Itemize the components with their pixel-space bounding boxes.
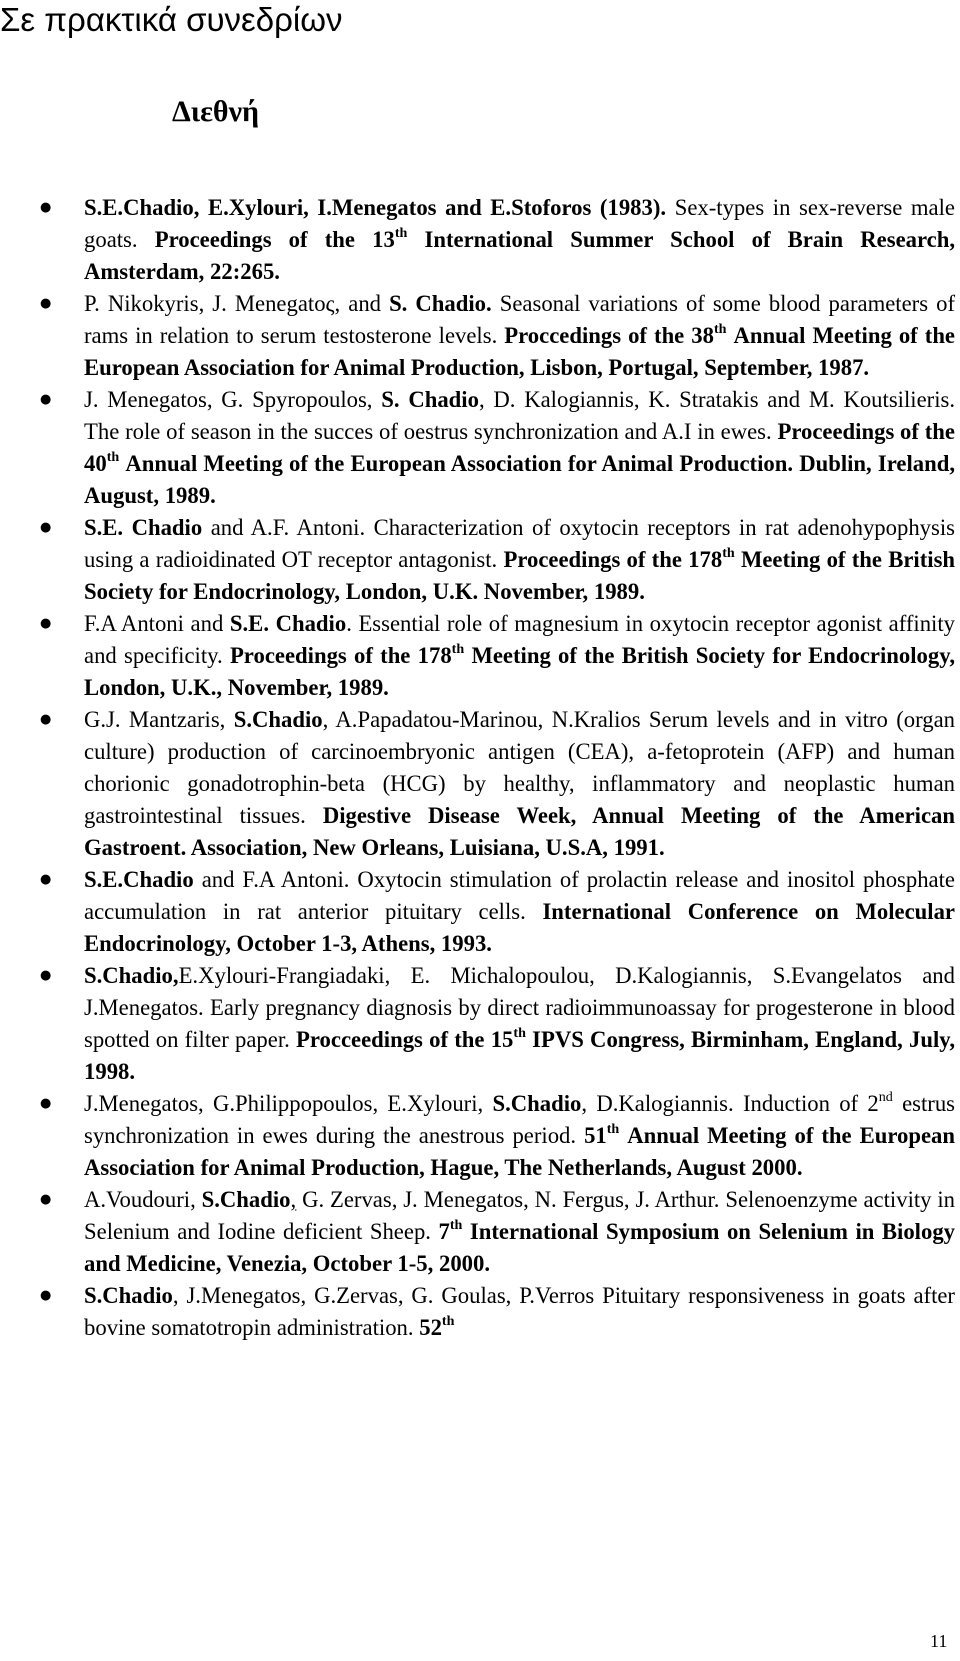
ref-authors: A.Voudouri,: [84, 1187, 196, 1212]
ref-venue: 52: [419, 1315, 442, 1340]
bullet-icon: ●: [40, 1096, 52, 1111]
ref-author-highlight: S.E. Chadio: [229, 611, 347, 636]
ref-title: The role of season in the succes of oestrus synchronization and A.I in ewes.: [84, 419, 772, 444]
ref-venue: Proceedings of the 178: [503, 547, 723, 572]
bullet-icon: ●: [40, 968, 52, 983]
ref-venue-superscript: th: [394, 225, 408, 242]
ref-venue: 51: [584, 1123, 607, 1148]
ref-authors: J.Menegatos, G.Philippopoulos, E.Xylouri,: [84, 1091, 484, 1116]
reference-list: [0, 192, 960, 1344]
ref-authors: , D.Kalogiannis.: [581, 1091, 734, 1116]
bullet-icon: ●: [40, 616, 52, 631]
bullet-icon: ●: [40, 712, 52, 727]
reference-item: [40, 288, 956, 384]
ref-venue: Proceedings of the 13: [154, 227, 395, 252]
reference-item: [40, 1184, 956, 1280]
ref-author-highlight: S. Chadio: [381, 387, 479, 412]
ref-venue-superscript: th: [441, 1313, 455, 1330]
ref-venue: Proccedings of the 38: [504, 323, 714, 348]
reference-item: [40, 960, 956, 1088]
ref-venue-superscript: th: [106, 449, 120, 466]
reference-item: [40, 1280, 955, 1344]
ref-title-superscript: nd: [878, 1089, 893, 1106]
reference-item: [40, 1088, 956, 1184]
ref-venue-superscript: th: [713, 321, 727, 338]
ref-author-highlight: S.Chadio: [201, 1187, 291, 1212]
ref-venue: International Summer School of Brain Research, Amsterdam, 22:265.: [84, 227, 956, 284]
ref-author-highlight: S.Chadio: [84, 1283, 173, 1308]
ref-author-highlight: S.Chadio: [233, 707, 323, 732]
ref-venue-superscript: th: [451, 641, 465, 658]
ref-author-separator: ,: [290, 1187, 297, 1212]
bullet-icon: ●: [40, 392, 52, 407]
reference-item: [40, 192, 956, 288]
ref-authors: and F.A Antoni.: [201, 867, 350, 892]
ref-title: Sex-types in sex-reverse male goats.: [84, 195, 956, 252]
ref-title: Early pregnancy diagnosis by direct radioimmunoassay for progesterone in blood spotted on filter paper.: [84, 995, 955, 1052]
bullet-icon: ●: [40, 1288, 52, 1303]
ref-venue: IPVS Congress, Birminham, England, July, 1998.: [84, 1027, 956, 1084]
ref-venue: Digestive Disease Week, Annual Meeting of the American Gastroent. Association, New Orleans, Luisiana, U.S.A, 1991.: [84, 803, 956, 860]
ref-venue: Meeting of the British Society for Endocrinology, London, U.K., November, 1989.: [84, 643, 955, 700]
ref-venue: 7: [438, 1219, 450, 1244]
ref-authors: P. Nikokyris, J. Menegatoς, and: [84, 291, 382, 316]
ref-authors: G. Zervas, J. Menegatos, N. Fergus, J. Arthur.: [302, 1187, 720, 1212]
reference-item: [40, 864, 955, 960]
ref-venue: Meeting of the British Society for Endocrinology, London, U.K. November, 1989.: [84, 547, 956, 604]
ref-title: Serum levels and in vitro (organ culture) production of carcinoembryonic antigen (CEA), a-fetoprotein (AFP) and human chorionic gonadotrophin-beta (HCG) by healthy, inflammatory and neoplastic human gastrointestinal tissues.: [84, 707, 955, 828]
ref-title: estrus synchronization in ewes during the anestrous period.: [84, 1091, 956, 1148]
ref-title: Oxytocin stimulation of prolactin release and inositol phosphate accumulation in rat anterior pituitary cells.: [84, 867, 955, 924]
ref-venue-superscript: th: [513, 1025, 526, 1042]
ref-authors: J. Menegatos, G. Spyropoulos,: [84, 387, 373, 412]
ref-venue: Annual Meeting of the European Association for Animal Production. Dublin, Ireland, August, 1989.: [84, 451, 955, 508]
ref-venue: Annual Meeting of the European Association for Animal Production, Hague, The Netherlands, August 2000.: [84, 1123, 955, 1180]
ref-venue-superscript: th: [449, 1217, 463, 1234]
bullet-icon: ●: [40, 200, 52, 215]
ref-venue: International Symposium on Selenium in Biology and Medicine, Venezia, October 1-5, 2000.: [84, 1219, 956, 1276]
ref-authors: F.A Antoni and: [84, 611, 224, 636]
ref-author-highlight: S. Chadio.: [389, 291, 492, 316]
ref-author-highlight: S.Chadio,: [84, 963, 179, 988]
ref-author-highlight: S.E. Chadio: [84, 515, 203, 540]
reference-item: [40, 384, 956, 512]
ref-title: Induction of 2: [742, 1091, 879, 1116]
ref-title: Pituitary responsiveness in goats after bovine somatotropin administration.: [84, 1283, 955, 1340]
ref-author-highlight: S.E.Chadio: [84, 867, 194, 892]
ref-venue: Annual Meeting of the European Association for Animal Production, Lisbon, Portugal, September, 1987.: [84, 323, 956, 380]
reference-item: [40, 704, 956, 864]
ref-authors: G.J. Mantzaris,: [84, 707, 226, 732]
bullet-icon: ●: [40, 296, 52, 311]
section-heading: Διεθνή: [172, 95, 260, 128]
ref-author-highlight: S.Chadio: [492, 1091, 582, 1116]
ref-venue-superscript: th: [722, 545, 735, 562]
ref-authors: S.E.Chadio, E.Xylouri, I.Menegatos and E.Stoforos (1983).: [84, 195, 667, 220]
bullet-icon: ●: [40, 520, 52, 535]
ref-authors: , A.Papadatou-Marinou, N.Kralios: [322, 707, 641, 732]
ref-venue: International Conference on Molecular Endocrinology, October 1-3, Athens, 1993.: [84, 899, 955, 956]
ref-title: . Essential role of magnesium in oxytocin receptor agonist affinity and specificity.: [84, 611, 956, 668]
ref-title: Characterization of oxytocin receptors in rat adenohypophysis using a radioidinated OT receptor antagonist.: [84, 515, 955, 572]
bullet-icon: ●: [40, 872, 52, 887]
ref-venue: Proceedings of the 178: [229, 643, 452, 668]
ref-title: Seasonal variations of some blood parameters of rams in relation to serum testosterone levels.: [84, 291, 955, 348]
ref-authors: , J.Menegatos, G.Zervas, G. Goulas, P.Verros: [172, 1283, 595, 1308]
page-number: 11: [930, 1631, 948, 1651]
ref-authors: and A.F. Antoni.: [210, 515, 366, 540]
ref-venue: Procceedings of the 15: [296, 1027, 514, 1052]
ref-venue: Proceedings of the 40: [84, 419, 955, 476]
ref-authors: , D. Kalogiannis, K. Stratakis and M. Koutsilieris.: [478, 387, 956, 412]
ref-title: Selenoenzyme activity in Selenium and Iodine deficient Sheep.: [84, 1187, 956, 1244]
ref-venue-superscript: th: [606, 1121, 620, 1138]
bullet-icon: ●: [40, 1192, 52, 1207]
reference-item: [40, 608, 956, 704]
page-title: Σε πρακτικά συνεδρίων: [0, 1, 343, 38]
reference-item: [40, 512, 956, 608]
ref-authors: E.Xylouri-Frangiadaki, E. Michalopoulou, D.Kalogiannis, S.Evangelatos and J.Menegatos.: [84, 963, 955, 1020]
